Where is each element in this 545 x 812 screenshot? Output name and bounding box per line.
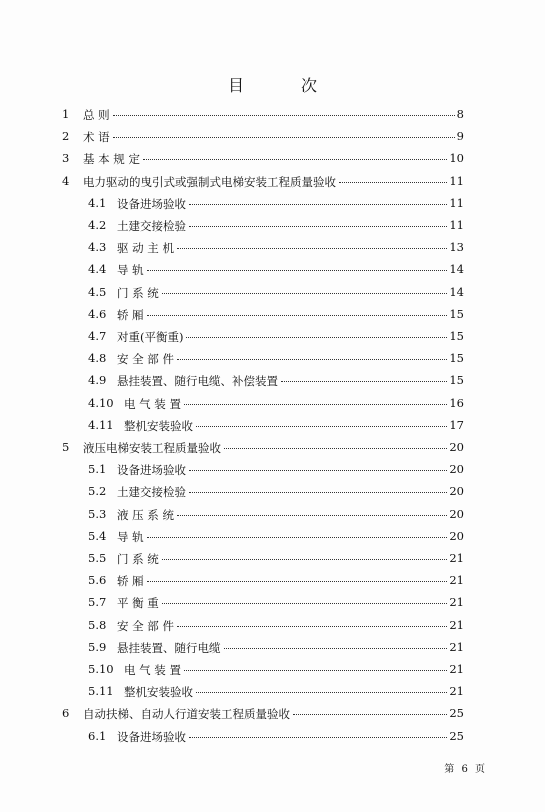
toc-entry-page: 21	[449, 551, 464, 565]
toc-entry-page: 20	[449, 440, 464, 454]
toc-entry[interactable]	[0, 480, 545, 502]
toc-entry-number: 3	[62, 151, 70, 166]
toc-entry-page: 21	[449, 684, 464, 699]
toc-leader-dots	[177, 515, 447, 516]
toc-entry-title: 土建交接检验	[117, 219, 186, 233]
toc-entry-title: 整机安装验收	[124, 418, 193, 433]
toc-entry-page: 21	[449, 573, 464, 588]
toc-entry-page: 11	[449, 218, 464, 232]
toc-leader-dots	[189, 492, 447, 493]
toc-leader-dots	[147, 537, 448, 538]
toc-entry-page: 15	[449, 373, 464, 388]
toc-entry-page: 20	[449, 484, 464, 499]
toc-entry[interactable]	[0, 547, 545, 569]
toc-entry-number: 5.1	[88, 462, 107, 477]
toc-entry-title: 悬挂装置、随行电缆	[117, 640, 221, 655]
toc-entry-page: 16	[449, 395, 464, 410]
toc-entry-title: 基 本 规 定	[83, 152, 140, 167]
toc-leader-dots	[162, 559, 448, 560]
toc-entry[interactable]	[0, 458, 545, 480]
toc-entry-number: 5.6	[88, 573, 107, 588]
toc-entry-title: 设备进场验收	[117, 729, 186, 744]
toc-entry-number: 6	[62, 706, 70, 721]
toc-entry-number: 2	[62, 129, 70, 144]
toc-entry[interactable]	[0, 680, 545, 702]
toc-entry[interactable]	[0, 569, 545, 591]
toc-entry-page: 15	[449, 329, 464, 343]
toc-entry-page: 15	[449, 351, 464, 366]
toc-leader-dots	[189, 470, 447, 471]
toc-entry[interactable]	[0, 614, 545, 636]
toc-entry-page: 8	[456, 107, 464, 121]
toc-entry[interactable]	[0, 591, 545, 613]
toc-leader-dots	[196, 692, 447, 693]
toc-entry-number: 5.5	[88, 551, 107, 565]
toc-leader-dots	[177, 248, 447, 249]
toc-leader-dots	[147, 270, 448, 271]
toc-entry[interactable]	[0, 303, 545, 325]
toc-leader-dots	[147, 581, 448, 582]
toc-entry-title: 门 系 统	[117, 552, 159, 566]
toc-entry-page: 14	[449, 284, 464, 299]
toc-entry-number: 4.10	[88, 395, 114, 410]
toc-entry-page: 21	[449, 662, 464, 676]
toc-entry[interactable]	[0, 147, 545, 169]
toc-entry-number: 4.9	[88, 373, 107, 388]
toc-entry[interactable]	[0, 347, 545, 369]
toc-entry[interactable]	[0, 170, 545, 192]
toc-leader-dots	[293, 714, 447, 715]
toc-entry-title: 术 语	[83, 130, 110, 145]
toc-entry-page: 11	[449, 195, 464, 210]
toc-entry-page: 20	[449, 528, 464, 543]
toc-entry-title: 驱 动 主 机	[117, 241, 174, 256]
toc-entry-number: 4	[62, 173, 70, 188]
toc-leader-dots	[339, 182, 447, 183]
toc-entry-title: 平 衡 重	[117, 596, 159, 611]
toc-entry[interactable]	[0, 658, 545, 680]
toc-entry-title: 对重(平衡重)	[117, 330, 184, 344]
toc-entry-number: 5	[62, 440, 70, 454]
toc-entry-title: 土建交接检验	[117, 485, 186, 500]
toc-entry[interactable]	[0, 725, 545, 747]
toc-entry[interactable]	[0, 125, 545, 147]
toc-entry-number: 5.3	[88, 506, 107, 521]
toc-entry-number: 4.1	[88, 195, 107, 210]
toc-entry[interactable]	[0, 192, 545, 214]
toc-entry-number: 4.11	[88, 417, 114, 432]
toc-entry-number: 5.8	[88, 617, 107, 632]
toc-entry-number: 6.1	[88, 728, 107, 743]
toc-entry[interactable]	[0, 436, 545, 458]
toc-entry-page: 21	[449, 617, 464, 632]
toc-leader-dots	[186, 337, 447, 338]
toc-entry-number: 5.7	[88, 595, 107, 610]
toc-entry[interactable]	[0, 236, 545, 258]
toc-entry-title: 液 压 系 统	[117, 507, 174, 522]
page-number-footer: 第 6 页	[444, 764, 487, 775]
toc-entry-title: 电 气 装 置	[124, 396, 181, 411]
toc-entry-title: 设备进场验收	[117, 196, 186, 211]
toc-leader-dots	[184, 670, 447, 671]
toc-leader-dots	[189, 226, 447, 227]
toc-entry-page: 11	[449, 173, 464, 188]
toc-entry-number: 5.9	[88, 639, 107, 654]
toc-entry-page: 25	[449, 728, 464, 743]
toc-leader-dots	[281, 381, 447, 382]
toc-entry-page: 25	[449, 706, 464, 721]
toc-entry-title: 轿 厢	[117, 574, 144, 589]
toc-entry-page: 9	[456, 129, 464, 144]
toc-entry[interactable]	[0, 325, 545, 347]
toc-entry[interactable]	[0, 369, 545, 391]
toc-entry[interactable]	[0, 702, 545, 724]
toc-entry[interactable]	[0, 414, 545, 436]
toc-entry[interactable]	[0, 281, 545, 303]
toc-leader-dots	[196, 426, 447, 427]
toc-leader-dots	[189, 737, 447, 738]
toc-leader-dots	[143, 159, 447, 160]
toc-leader-dots	[147, 315, 448, 316]
toc-entry-title: 整机安装验收	[124, 685, 193, 700]
toc-entry-title: 安 全 部 件	[117, 352, 174, 367]
toc-leader-dots	[113, 115, 455, 116]
toc-entry-number: 4.7	[88, 329, 107, 343]
toc-entry-number: 4.2	[88, 218, 107, 232]
toc-entry-title: 导 轨	[117, 529, 144, 544]
toc-entry-title: 导 轨	[117, 263, 144, 278]
toc-entry-number: 4.8	[88, 351, 107, 366]
toc-leader-dots	[177, 626, 447, 627]
toc-entry[interactable]	[0, 636, 545, 658]
toc-entry-page: 13	[449, 240, 464, 255]
toc-entry-page: 21	[449, 595, 464, 610]
toc-entry[interactable]	[0, 503, 545, 525]
toc-entry[interactable]	[0, 525, 545, 547]
toc-entry-page: 17	[449, 417, 464, 432]
toc-entry-title: 安 全 部 件	[117, 618, 174, 633]
toc-leader-dots	[184, 404, 447, 405]
toc-entry-number: 4.3	[88, 240, 107, 255]
toc-leader-dots	[177, 359, 447, 360]
toc-entry[interactable]	[0, 214, 545, 236]
toc-entry[interactable]	[0, 103, 545, 125]
toc-leader-dots	[224, 448, 447, 449]
toc-entry-title: 设备进场验收	[117, 463, 186, 478]
toc-entry-title: 总 则	[83, 108, 110, 122]
toc-entry-number: 5.11	[88, 684, 114, 699]
toc-entry-title: 电力驱动的曳引式或强制式电梯安装工程质量验收	[83, 174, 336, 189]
page-title: 目 次	[227, 76, 344, 95]
toc-entry-page: 15	[449, 306, 464, 321]
toc-entry-title: 液压电梯安装工程质量验收	[83, 441, 221, 455]
toc-entry-page: 20	[449, 506, 464, 521]
toc-entry-title: 电 气 装 置	[124, 663, 181, 677]
toc-leader-dots	[189, 204, 447, 205]
toc-entry-title: 门 系 统	[117, 285, 159, 300]
toc-entry-page: 20	[449, 462, 464, 477]
toc-entry-number: 5.2	[88, 484, 107, 499]
toc-entry[interactable]	[0, 392, 545, 414]
toc-entry[interactable]	[0, 258, 545, 280]
toc-entry-page: 21	[449, 639, 464, 654]
toc-entry-number: 4.5	[88, 284, 107, 299]
toc-leader-dots	[224, 648, 448, 649]
toc-entry-number: 1	[62, 107, 70, 121]
toc-leader-dots	[162, 293, 448, 294]
toc-entry-number: 4.4	[88, 262, 107, 277]
toc-entry-page: 14	[449, 262, 464, 277]
toc-entry-number: 5.4	[88, 528, 107, 543]
toc-entry-number: 4.6	[88, 306, 107, 321]
toc-entry-title: 自动扶梯、自动人行道安装工程质量验收	[83, 707, 290, 722]
toc-leader-dots	[162, 603, 448, 604]
toc-leader-dots	[113, 137, 455, 138]
toc-entry-title: 悬挂装置、随行电缆、补偿装置	[117, 374, 278, 389]
toc-entry-number: 5.10	[88, 662, 114, 676]
toc-entry-page: 10	[449, 151, 464, 166]
toc-entry-title: 轿 厢	[117, 307, 144, 322]
